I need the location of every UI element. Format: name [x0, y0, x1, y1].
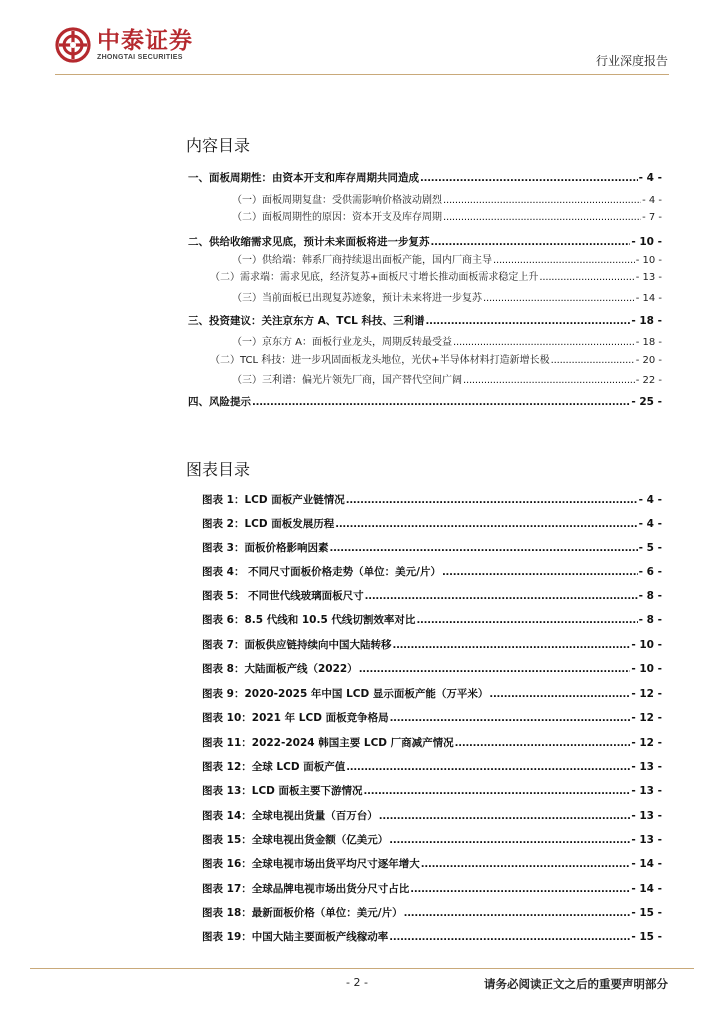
toc-leader — [493, 255, 635, 266]
figure-entry-text: 图表 11：2022-2024 韩国主要 LCD 厂商减产情况 — [202, 737, 454, 749]
figure-entry-page: - 8 - — [638, 590, 662, 602]
toc-entry-page: - 14 - — [635, 293, 662, 304]
figure-entry-text: 图表 14：全球电视出货量（百万台） — [202, 810, 378, 822]
figure-entry-page: - 10 - — [631, 663, 662, 675]
figure-entry-page: - 10 - — [631, 639, 662, 651]
toc-entry-text: （三）三利谱：偏光片领先厂商，国产替代空间广阔 — [232, 375, 462, 386]
toc-leader — [539, 272, 634, 283]
logo-english-name: ZHONGTAI SECURITIES — [97, 53, 183, 61]
page-number: - 2 - — [346, 976, 368, 989]
figure-entry[interactable] — [202, 735, 662, 751]
toc-entry[interactable] — [188, 394, 662, 410]
figure-leader — [404, 908, 631, 919]
toc-entry[interactable] — [210, 268, 662, 284]
toc-leader — [431, 237, 631, 248]
figure-leader — [379, 811, 631, 822]
figure-entry-page: - 13 - — [631, 761, 662, 773]
figure-leader — [455, 738, 631, 749]
toc-leader — [443, 212, 641, 223]
toc-entry-page: - 7 - — [642, 212, 662, 223]
figure-entry-text: 图表 2：LCD 面板发展历程 — [202, 518, 335, 530]
toc-entry[interactable] — [188, 234, 662, 250]
toc-entry-page: - 10 - — [635, 255, 662, 266]
figure-leader — [416, 615, 637, 626]
figure-entry[interactable] — [202, 856, 662, 872]
figure-entry[interactable] — [202, 492, 662, 508]
page-header — [0, 0, 724, 90]
figure-entry-text: 图表 3：面板价格影响因素 — [202, 542, 329, 554]
figure-entry[interactable] — [202, 564, 662, 580]
logo-chinese-name: 中泰证券 — [97, 27, 193, 54]
figure-entry-text: 图表 16：全球电视市场出货平均尺寸逐年增大 — [202, 858, 420, 870]
toc-entry-page: - 4 - — [638, 172, 662, 184]
figure-entry[interactable] — [202, 808, 662, 824]
figure-entry-page: - 4 - — [638, 518, 662, 530]
toc-entry-page: - 13 - — [635, 272, 662, 283]
toc-entry-text: 二、供给收缩需求见底，预计未来面板将进一步复苏 — [188, 236, 430, 248]
figure-leader — [421, 859, 631, 870]
toc-entry[interactable] — [188, 313, 662, 329]
figure-entry-text: 图表 8：大陆面板产线（2022） — [202, 663, 358, 675]
figure-entry[interactable] — [202, 905, 662, 921]
toc-leader — [551, 355, 635, 366]
figure-entry-page: - 5 - — [638, 542, 662, 554]
toc-entry-page: - 10 - — [631, 236, 662, 248]
figure-entry-page: - 6 - — [638, 566, 662, 578]
toc-leader — [453, 337, 635, 348]
toc-entry-text: （一）面板周期复盘：受供需影响价格波动剧烈 — [232, 195, 442, 206]
figure-entry-page: - 14 - — [631, 883, 662, 895]
toc-entry[interactable] — [232, 191, 662, 207]
figure-leader — [410, 884, 630, 895]
header-divider — [55, 74, 669, 75]
figure-entry-text: 图表 5： 不同世代线玻璃面板尺寸 — [202, 590, 364, 602]
figure-entry-text: 图表 13：LCD 面板主要下游情况 — [202, 785, 363, 797]
figure-entry-page: - 14 - — [631, 858, 662, 870]
toc-entry-page: - 18 - — [631, 315, 662, 327]
figure-entry[interactable] — [202, 612, 662, 628]
figure-entry-text: 图表 1：LCD 面板产业链情况 — [202, 494, 345, 506]
toc-leader — [443, 195, 641, 206]
figure-entry[interactable] — [202, 929, 662, 945]
toc-entry-page: - 4 - — [642, 195, 662, 206]
toc-leader — [252, 397, 630, 408]
toc-entry[interactable] — [232, 251, 662, 267]
figure-entry-page: - 13 - — [631, 785, 662, 797]
toc-entry-text: （二）面板周期性的原因：资本开支及库存周期 — [232, 212, 442, 223]
toc-title: 内容目录 — [186, 136, 251, 155]
toc-entry[interactable] — [232, 371, 662, 387]
toc-leader — [483, 293, 635, 304]
figure-entry[interactable] — [202, 783, 662, 799]
figure-entry-text: 图表 17：全球品牌电视市场出货分尺寸占比 — [202, 883, 410, 895]
figure-entry-text: 图表 12：全球 LCD 面板产值 — [202, 761, 346, 773]
figure-entry[interactable] — [202, 661, 662, 677]
toc-entry[interactable] — [188, 170, 662, 186]
toc-entry-page: - 20 - — [635, 355, 662, 366]
toc-entry[interactable] — [232, 333, 662, 349]
figure-entry-text: 图表 19：中国大陆主要面板产线稼动率 — [202, 931, 389, 943]
figure-entry[interactable] — [202, 759, 662, 775]
figure-entry[interactable] — [202, 710, 662, 726]
toc-entry-text: 四、风险提示 — [188, 396, 251, 408]
figure-leader — [365, 591, 638, 602]
figure-leader — [335, 519, 637, 530]
toc-entry-text: （三）当前面板已出现复苏迹象，预计未来将进一步复苏 — [232, 293, 482, 304]
figure-entry-text: 图表 18：最新面板价格（单位：美元/片） — [202, 907, 403, 919]
figure-leader — [346, 495, 638, 506]
figure-entry[interactable] — [202, 832, 662, 848]
toc-leader — [463, 375, 635, 386]
figure-leader — [359, 664, 631, 675]
zhongtai-logo-icon — [55, 27, 91, 63]
disclaimer-note: 请务必阅读正文之后的重要声明部分 — [484, 977, 668, 991]
toc-entry-text: 三、投资建议：关注京东方 A、TCL 科技、三利谱 — [188, 315, 425, 327]
figure-entry-page: - 13 - — [631, 810, 662, 822]
toc-entry[interactable] — [232, 208, 662, 224]
figure-entry[interactable] — [202, 588, 662, 604]
figure-entry-text: 图表 4： 不同尺寸面板价格走势（单位：美元/片） — [202, 566, 441, 578]
company-logo — [55, 27, 193, 63]
figure-entry-page: - 4 - — [638, 494, 662, 506]
toc-entry-page: - 18 - — [635, 337, 662, 348]
toc-leader — [420, 173, 638, 184]
figure-entry-text: 图表 10：2021 年 LCD 面板竞争格局 — [202, 712, 389, 724]
toc-entry-text: （一）供给端：韩系厂商持续退出面板产能，国内厂商主导 — [232, 255, 492, 266]
figure-entry-text: 图表 6：8.5 代线和 10.5 代线切割效率对比 — [202, 614, 416, 626]
toc-entry[interactable] — [210, 351, 662, 367]
toc-entry-text: （一）京东方 A：面板行业龙头，周期反转最受益 — [232, 337, 453, 348]
figure-entry-text: 图表 7：面板供应链持续向中国大陆转移 — [202, 639, 392, 651]
figure-entry[interactable] — [202, 686, 662, 702]
figure-entry-page: - 12 - — [631, 688, 662, 700]
figure-leader — [392, 640, 630, 651]
figure-leader — [364, 786, 631, 797]
footer-divider — [30, 968, 694, 969]
figure-entry-page: - 15 - — [631, 931, 662, 943]
toc-entry[interactable] — [232, 289, 662, 305]
figure-entry-text: 图表 9：2020-2025 年中国 LCD 显示面板产能（万平米） — [202, 688, 489, 700]
toc-leader — [426, 316, 631, 327]
figure-entry-page: - 12 - — [631, 712, 662, 724]
figure-leader — [389, 835, 630, 846]
toc-entry-text: 一、面板周期性：由资本开支和库存周期共同造成 — [188, 172, 419, 184]
figure-leader — [390, 713, 631, 724]
figure-entry-page: - 12 - — [631, 737, 662, 749]
figures-title: 图表目录 — [186, 460, 251, 479]
figure-entry-page: - 13 - — [631, 834, 662, 846]
figure-leader — [346, 762, 630, 773]
toc-entry-text: （二）TCL 科技：进一步巩固面板龙头地位，光伏+半导体材料打造新增长极 — [210, 355, 550, 366]
figure-entry[interactable] — [202, 881, 662, 897]
figure-entry[interactable] — [202, 540, 662, 556]
figure-leader — [442, 567, 638, 578]
toc-entry-page: - 25 - — [631, 396, 662, 408]
toc-entry-text: （二）需求端：需求见底，经济复苏+面板尺寸增长推动面板需求稳定上升 — [210, 272, 539, 283]
figure-entry-page: - 8 - — [638, 614, 662, 626]
figure-entry[interactable] — [202, 637, 662, 653]
report-type-label: 行业深度报告 — [595, 54, 668, 68]
figure-leader — [489, 689, 630, 700]
figure-entry-page: - 15 - — [631, 907, 662, 919]
figure-leader — [389, 932, 630, 943]
toc-entry-page: - 22 - — [635, 375, 662, 386]
figure-entry-text: 图表 15：全球电视出货金额（亿美元） — [202, 834, 389, 846]
figure-entry[interactable] — [202, 516, 662, 532]
figure-leader — [329, 543, 637, 554]
